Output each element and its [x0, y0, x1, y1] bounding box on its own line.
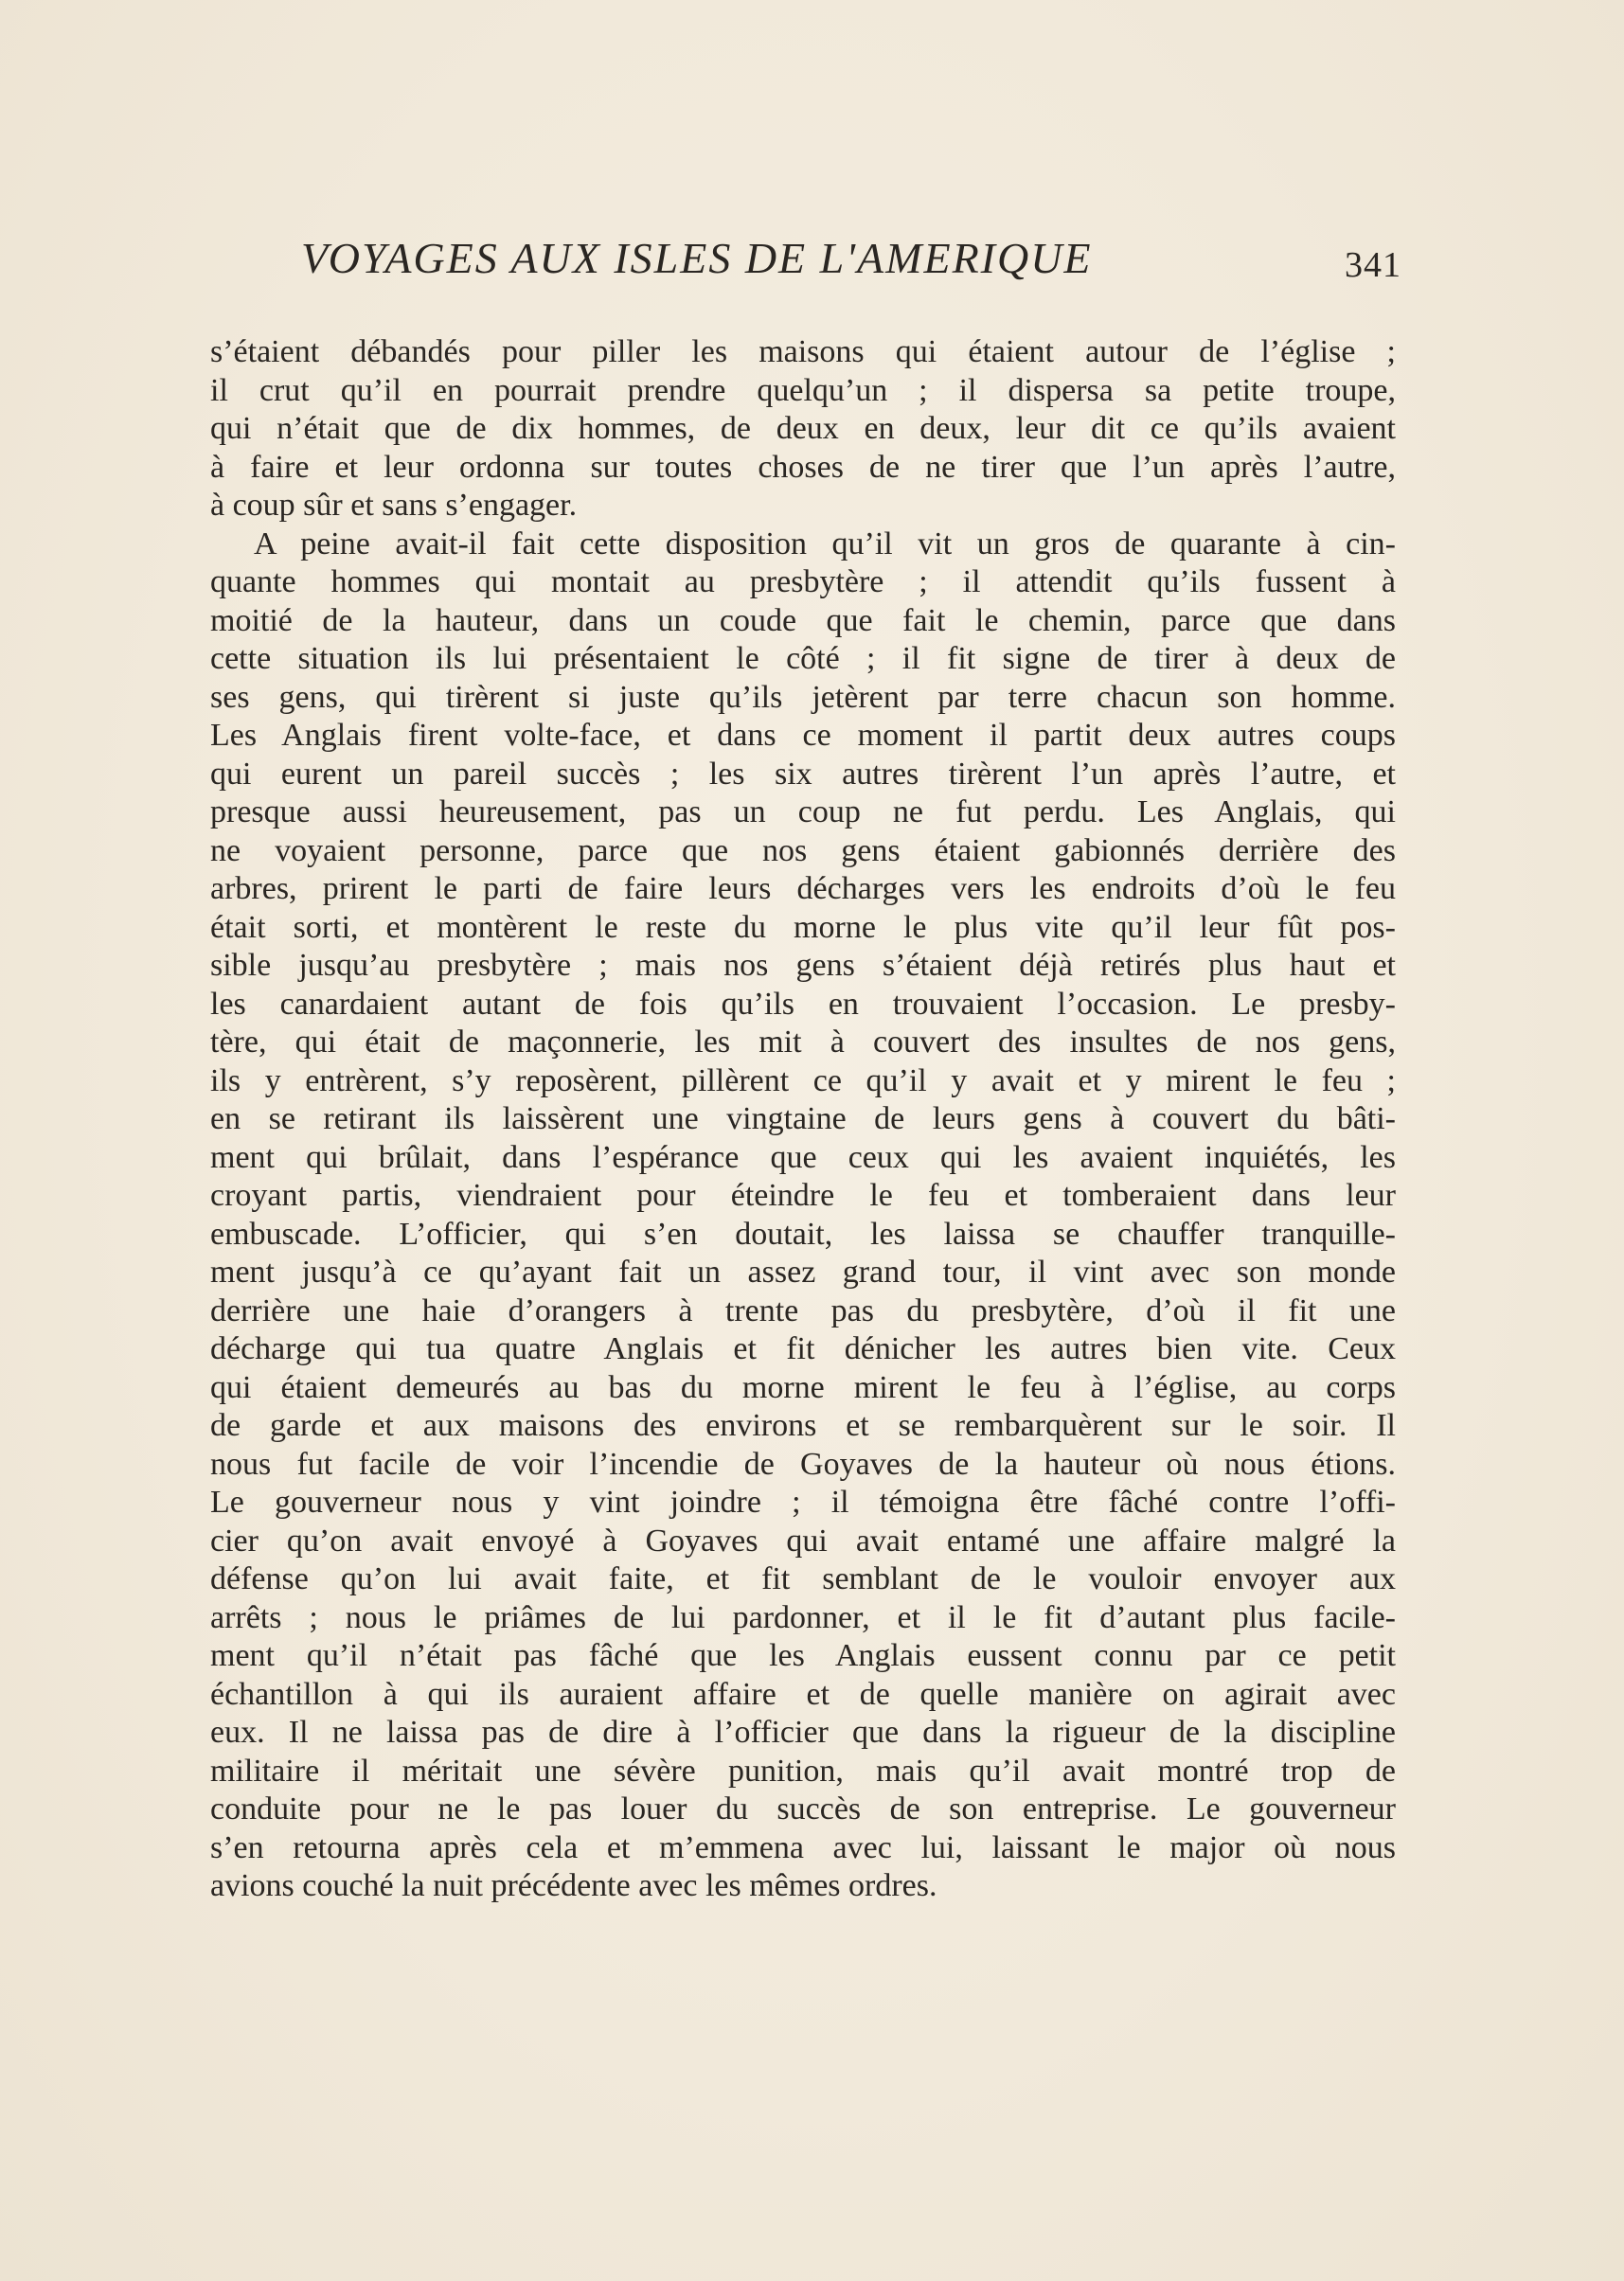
text-line: ils y entrèrent, s’y reposèrent, pillèrent ce qu’il y avait et y mirent le feu ; [210, 1062, 1396, 1098]
text-line: qui n’était que de dix hommes, de deux en deux, leur dit ce qu’ils avaient [210, 411, 1396, 446]
text-line: décharge qui tua quatre Anglais et fit dénicher les autres bien vite. Ceux [210, 1331, 1396, 1366]
text-line: quante hommes qui montait au presbytère ; il attendit qu’ils fussent à [210, 564, 1396, 599]
text-line: eux. Il ne laissa pas de dire à l’officier que dans la rigueur de la discipline [210, 1715, 1396, 1750]
text-line: embuscade. L’officier, qui s’en doutait, les laissa se chauffer tranquille- [210, 1216, 1396, 1252]
text-line: qui eurent un pareil succès ; les six autres tirèrent l’un après l’autre, et [210, 756, 1396, 792]
running-title: VOYAGES AUX ISLES DE L'AMERIQUE [301, 234, 1093, 282]
text-line: qui étaient demeurés au bas du morne mirent le feu à l’église, au corps [210, 1369, 1396, 1405]
text-line: cette situation ils lui présentaient le côté ; il fit signe de tirer à deux de [210, 641, 1396, 676]
text-line: Les Anglais firent volte-face, et dans ce moment il partit deux autres coups [210, 718, 1396, 753]
text-line: arbres, prirent le parti de faire leurs décharges vers les endroits d’où le feu [210, 871, 1396, 906]
text-line: s’en retourna après cela et m’emmena avec lui, laissant le major où nous [210, 1829, 1396, 1865]
text-line: il crut qu’il en pourrait prendre quelqu’un ; il dispersa sa petite troupe, [210, 372, 1396, 408]
text-line: ment qui brûlait, dans l’espérance que ceux qui les avaient inquiétés, les [210, 1139, 1396, 1175]
running-head [301, 233, 1401, 299]
text-line: tère, qui était de maçonnerie, les mit à couvert des insultes de nos gens, [210, 1025, 1396, 1060]
text-line: était sorti, et montèrent le reste du morne le plus vite qu’il leur fût pos- [210, 909, 1396, 945]
text-line: militaire il méritait une sévère punition, mais qu’il avait montré trop de [210, 1753, 1396, 1789]
text-line: défense qu’on lui avait faite, et fit semblant de le vouloir envoyer aux [210, 1561, 1396, 1596]
text-line: ses gens, qui tirèrent si juste qu’ils jetèrent par terre chacun son homme. [210, 679, 1396, 715]
text-line: ment jusqu’à ce qu’ayant fait un assez grand tour, il vint avec son monde [210, 1255, 1396, 1290]
text-line: presque aussi heureusement, pas un coup ne fut perdu. Les Anglais, qui [210, 794, 1396, 829]
text-line: moitié de la hauteur, dans un coude que fait le chemin, parce que dans [210, 602, 1396, 638]
text-line: en se retirant ils laissèrent une vingtaine de leurs gens à couvert du bâti- [210, 1101, 1396, 1136]
text-line: à coup sûr et sans s’engager. [210, 488, 578, 523]
text-line: croyant partis, viendraient pour éteindre le feu et tomberaient dans leur [210, 1178, 1396, 1213]
text-line: arrêts ; nous le priâmes de lui pardonner, et il le fit d’autant plus facile- [210, 1599, 1396, 1635]
text-line: A peine avait-il fait cette disposition qu’il vit un gros de quarante à cin- [254, 526, 1396, 561]
text-line: conduite pour ne le pas louer du succès de son entreprise. Le gouverneur [210, 1791, 1396, 1827]
text-line: avions couché la nuit précédente avec les mêmes ordres. [210, 1868, 937, 1903]
text-line: à faire et leur ordonna sur toutes choses de ne tirer que l’un après l’autre, [210, 449, 1396, 485]
text-line: ne voyaient personne, parce que nos gens étaient gabionnés derrière des [210, 832, 1396, 868]
text-line: échantillon à qui ils auraient affaire et de quelle manière on agirait avec [210, 1676, 1396, 1712]
text-line: sible jusqu’au presbytère ; mais nos gens s’étaient déjà retirés plus haut et [210, 948, 1396, 983]
text-body [210, 333, 1396, 1906]
text-line: ment qu’il n’était pas fâché que les Anglais eussent connu par ce petit [210, 1638, 1396, 1673]
text-line: Le gouverneur nous y vint joindre ; il témoigna être fâché contre l’offi- [210, 1485, 1396, 1520]
text-line: derrière une haie d’orangers à trente pas du presbytère, d’où il fit une [210, 1292, 1396, 1328]
text-line: les canardaient autant de fois qu’ils en trouvaient l’occasion. Le presby- [210, 986, 1396, 1022]
page-number: 341 [1345, 245, 1401, 285]
text-line: nous fut facile de voir l’incendie de Goyaves de la hauteur où nous étions. [210, 1446, 1396, 1482]
text-line: cier qu’on avait envoyé à Goyaves qui avait entamé une affaire malgré la [210, 1523, 1396, 1559]
text-line: de garde et aux maisons des environs et se rembarquèrent sur le soir. Il [210, 1408, 1396, 1443]
text-line: s’étaient débandés pour piller les maisons qui étaient autour de l’église ; [210, 334, 1396, 369]
